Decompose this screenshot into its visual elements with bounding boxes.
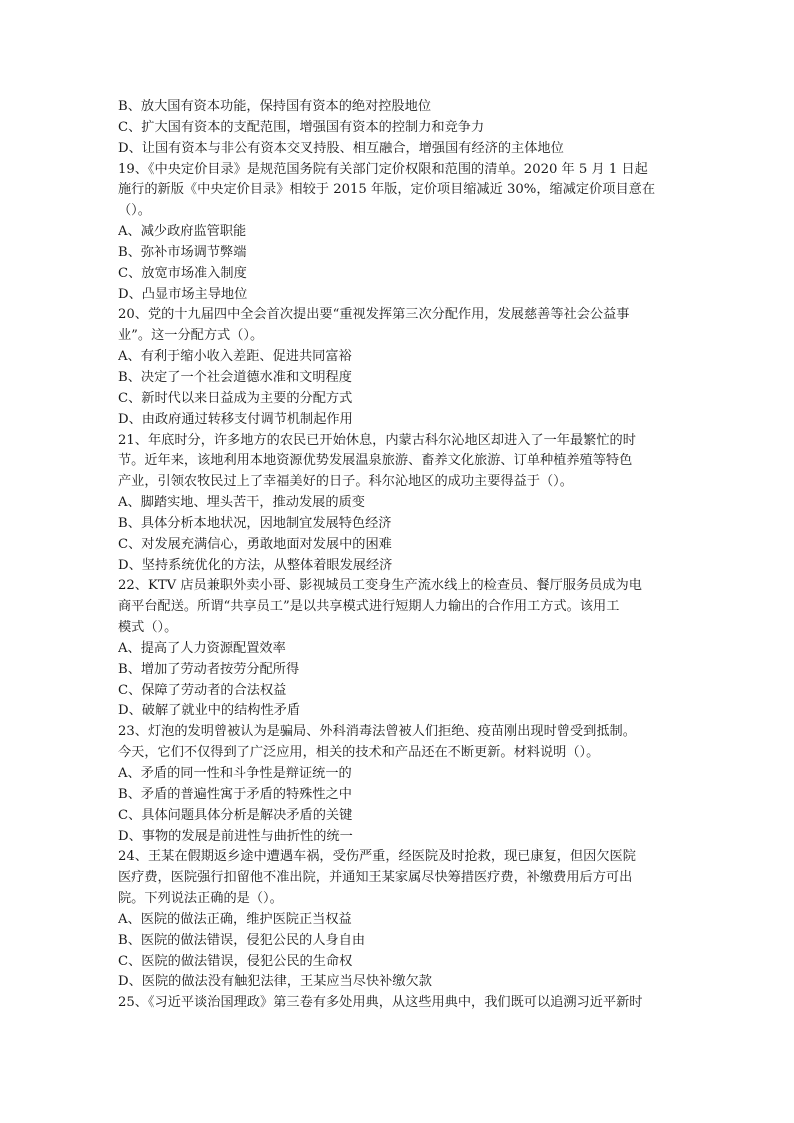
answer-option <box>118 410 674 431</box>
answer-option <box>118 910 674 931</box>
option-text: B、放大国有资本功能，保持国有资本的绝对控股地位 <box>118 99 432 114</box>
question-line: 施行的新版《中央定价目录》相较于 2015 年版，定价项目缩减近 30%，缩减定价项目意在 <box>118 182 656 198</box>
answer-option <box>118 264 674 285</box>
option-text: D、让国有资本与非公有资本交叉持股、相互融合，增强国有经济的主体地位 <box>118 140 564 156</box>
answer-option <box>118 493 674 514</box>
answer-option <box>118 347 674 368</box>
option-text: C、新时代以来日益成为主要的分配方式 <box>118 390 353 406</box>
question-stem <box>118 576 674 639</box>
option-text: B、决定了一个社会道德水准和文明程度 <box>118 369 352 385</box>
question-line: 22、KTV 店员兼职外卖小哥、影视城员工变身生产流水线上的检查员、餐厅服务员成为电 <box>118 578 642 594</box>
answer-option <box>118 806 674 827</box>
answer-option <box>118 972 674 993</box>
answer-option <box>118 764 674 785</box>
question-stem <box>118 722 674 764</box>
document-page <box>118 97 674 1014</box>
question-line: 商平台配送。所谓“共享员工”是以共享模式进行短期人力输出的合作用工方式。该用工 <box>118 599 620 615</box>
answer-option <box>118 514 674 535</box>
question-line: 节。近年来，该地利用本地资源优势发展温泉旅游、畜养文化旅游、订单种植养殖等特色 <box>118 453 633 469</box>
answer-option <box>118 660 674 681</box>
question-line: 医疗费，医院强行扣留他不准出院，并通知王某家属尽快筹措医疗费，补缴费用后方可出 <box>118 870 633 886</box>
option-text: B、医院的做法错误，侵犯公民的人身自由 <box>118 932 366 948</box>
option-text: D、凸显市场主导地位 <box>118 286 248 302</box>
answer-option <box>118 681 674 702</box>
question-line: 模式（）。 <box>118 620 178 636</box>
answer-option <box>118 785 674 806</box>
option-text: A、减少政府监管职能 <box>118 224 247 240</box>
answer-option <box>118 222 674 243</box>
answer-option <box>118 931 674 952</box>
question-stem <box>118 993 674 1014</box>
answer-option <box>118 118 674 139</box>
answer-option <box>118 285 674 306</box>
option-text: A、提高了人力资源配置效率 <box>118 640 286 656</box>
option-text: D、破解了就业中的结构性矛盾 <box>118 703 301 719</box>
option-text: B、具体分析本地状况，因地制宜发展特色经济 <box>118 515 392 531</box>
question-stem <box>118 431 674 494</box>
option-text: C、医院的做法错误，侵犯公民的生命权 <box>118 953 353 969</box>
option-text: B、矛盾的普遍性寓于矛盾的特殊性之中 <box>118 786 352 802</box>
question-line: 院。下列说法正确的是（）。 <box>118 891 283 907</box>
answer-option <box>118 827 674 848</box>
answer-option <box>118 639 674 660</box>
option-text: C、具体问题具体分析是解决矛盾的关键 <box>118 807 353 823</box>
question-line: 21、年底时分，许多地方的农民已开始休息，内蒙古科尔沁地区却进入了一年最繁忙的时 <box>118 432 636 448</box>
answer-option <box>118 389 674 410</box>
question-line: 今天，它们不仅得到了广泛应用，相关的技术和产品还在不断更新。材料说明（）。 <box>118 745 600 761</box>
answer-option <box>118 368 674 389</box>
option-text: B、增加了劳动者按劳分配所得 <box>118 661 300 677</box>
question-stem <box>118 305 674 347</box>
question-line: 25、《习近平谈治国理政》第三卷有多处用典，从这些用典中，我们既可以追溯习近平新时 <box>118 995 643 1011</box>
option-text: B、弥补市场调节弊端 <box>118 244 247 260</box>
question-line: 20、党的十九届四中全会首次提出要“重视发挥第三次分配作用，发展慈善等社会公益事 <box>118 307 630 323</box>
option-text: C、保障了劳动者的合法权益 <box>118 682 287 698</box>
option-text: A、矛盾的同一性和斗争性是辩证统一的 <box>118 766 352 781</box>
answer-option <box>118 952 674 973</box>
question-stem <box>118 160 674 223</box>
answer-option <box>118 535 674 556</box>
question-line: （）。 <box>118 203 151 219</box>
option-text: C、扩大国有资本的支配范围，增强国有资本的控制力和竞争力 <box>118 119 485 135</box>
answer-option <box>118 243 674 264</box>
option-text: D、坚持系统优化的方法，从整体着眼发展经济 <box>118 557 393 573</box>
question-line: 24、王某在假期返乡途中遭遇车祸，受伤严重，经医院及时抢救，现已康复，但因欠医院 <box>118 849 636 865</box>
question-stem <box>118 847 674 910</box>
question-line: 产业，引领农牧民过上了幸福美好的日子。科尔沁地区的成功主要得益于（）。 <box>118 474 573 490</box>
option-text: D、事物的发展是前进性与曲折性的统一 <box>118 828 353 844</box>
option-text: A、脚踏实地、埋头苦干，推动发展的质变 <box>118 495 365 511</box>
answer-option <box>118 556 674 577</box>
answer-option <box>118 139 674 160</box>
option-text: D、由政府通过转移支付调节机制起作用 <box>118 411 353 427</box>
option-text: A、医院的做法正确，维护医院正当权益 <box>118 911 352 927</box>
question-line: 业”。这一分配方式（）。 <box>118 328 264 344</box>
question-line: 19、《中央定价目录》是规范国务院有关部门定价权限和范围的清单。2020 年 5 月 1 日起 <box>118 161 648 177</box>
option-text: C、放宽市场准入制度 <box>118 265 247 281</box>
answer-option <box>118 97 674 118</box>
option-text: C、对发展充满信心，勇敢地面对发展中的困难 <box>118 536 392 552</box>
question-line: 23、灯泡的发明曾被认为是骗局、外科消毒法曾被人们拒绝、疫苗刚出现时曾受到抵制。 <box>118 724 636 740</box>
option-text: D、医院的做法没有触犯法律，王某应当尽快补缴欠款 <box>118 974 432 990</box>
answer-option <box>118 701 674 722</box>
option-text: A、有利于缩小收入差距、促进共同富裕 <box>118 349 352 365</box>
